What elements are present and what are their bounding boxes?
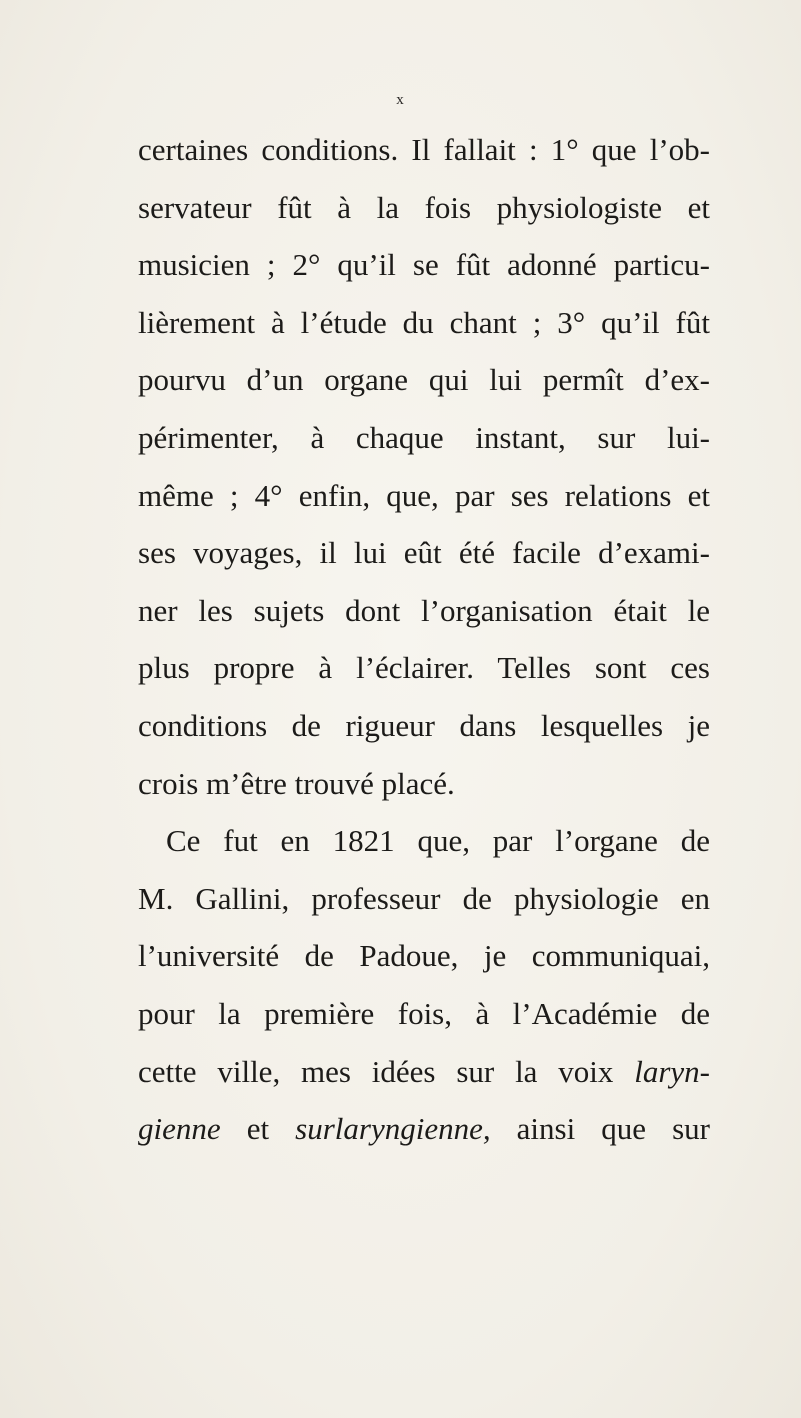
text-line: conditions de rigueur dans lesquelles je	[138, 707, 710, 743]
text-line: pour la première fois, à l’Académie de	[138, 995, 710, 1031]
body-text	[138, 121, 710, 1158]
text-line: musicien ; 2° qu’il se fût adonné particu-	[138, 247, 710, 283]
text-line: cette ville, mes idées sur la voix laryn-	[138, 1053, 710, 1089]
text-line: ses voyages, il lui eût été facile d’exami-	[138, 535, 710, 571]
text-line-paragraph-end: crois m’être trouvé placé.	[138, 765, 455, 801]
text-line: servateur fût à la fois physiologiste et	[138, 189, 710, 225]
italic-term: laryn-	[634, 1053, 710, 1089]
italic-term: gienne	[138, 1111, 221, 1147]
text-line: ner les sujets dont l’organisation était le	[138, 592, 710, 628]
text-line: pourvu d’un organe qui lui permît d’ex-	[138, 362, 710, 398]
page-number: x	[396, 92, 405, 108]
text-line: M. Gallini, professeur de physiologie en	[138, 880, 710, 916]
text-line-paragraph-start: Ce fut en 1821 que, par l’organe de	[166, 823, 710, 859]
text-line: l’université de Padoue, je communiquai,	[138, 938, 710, 974]
text-line: gienne et surlaryngienne, ainsi que sur	[138, 1111, 711, 1147]
text-line: plus propre à l’éclairer. Telles sont ces	[138, 650, 710, 686]
text-line: périmenter, à chaque instant, sur lui-	[138, 419, 710, 455]
text-line: lièrement à l’étude du chant ; 3° qu’il fût	[138, 304, 710, 340]
text-line: certaines conditions. Il fallait : 1° que l’ob-	[138, 132, 710, 167]
italic-term: surlaryngienne,	[295, 1111, 491, 1147]
text-line: même ; 4° enfin, que, par ses relations et	[138, 477, 710, 513]
